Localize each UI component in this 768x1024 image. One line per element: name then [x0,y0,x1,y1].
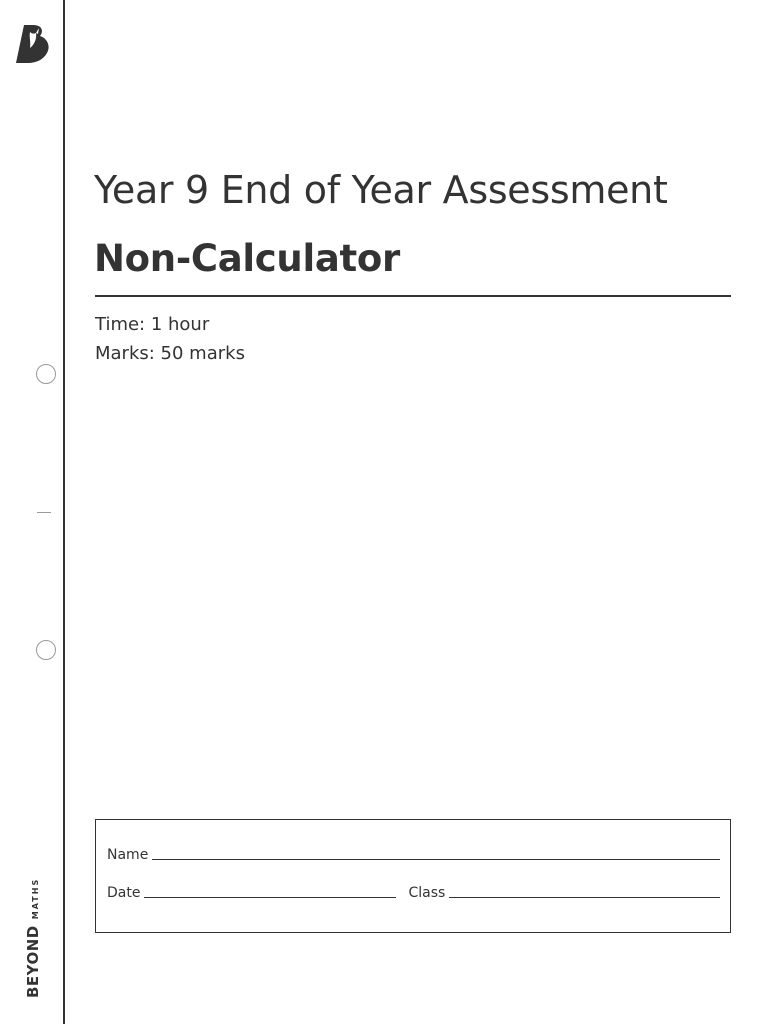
brand-sub-text: MATHS [31,877,40,920]
student-details-box [95,819,731,933]
class-label: Class [408,885,446,901]
name-row [107,847,720,863]
name-field[interactable] [152,858,720,860]
punch-hole-top [36,364,56,384]
document-title: Year 9 End of Year Assessment [94,168,668,212]
date-field[interactable] [144,896,396,898]
brand-wordmark [24,878,42,998]
beyond-b-logo-icon [16,24,50,64]
time-allowed: Time: 1 hour [95,314,210,335]
date-class-row [107,885,720,901]
class-field[interactable] [449,896,720,898]
name-label: Name [107,847,149,863]
punch-hole-bottom [36,640,56,660]
fold-mark [37,512,51,513]
total-marks: Marks: 50 marks [95,343,245,364]
document-subtitle: Non-Calculator [94,237,400,280]
title-divider [95,295,731,297]
date-label: Date [107,885,141,901]
margin-rule [63,0,65,1024]
brand-main-text: BEYOND [24,925,42,998]
